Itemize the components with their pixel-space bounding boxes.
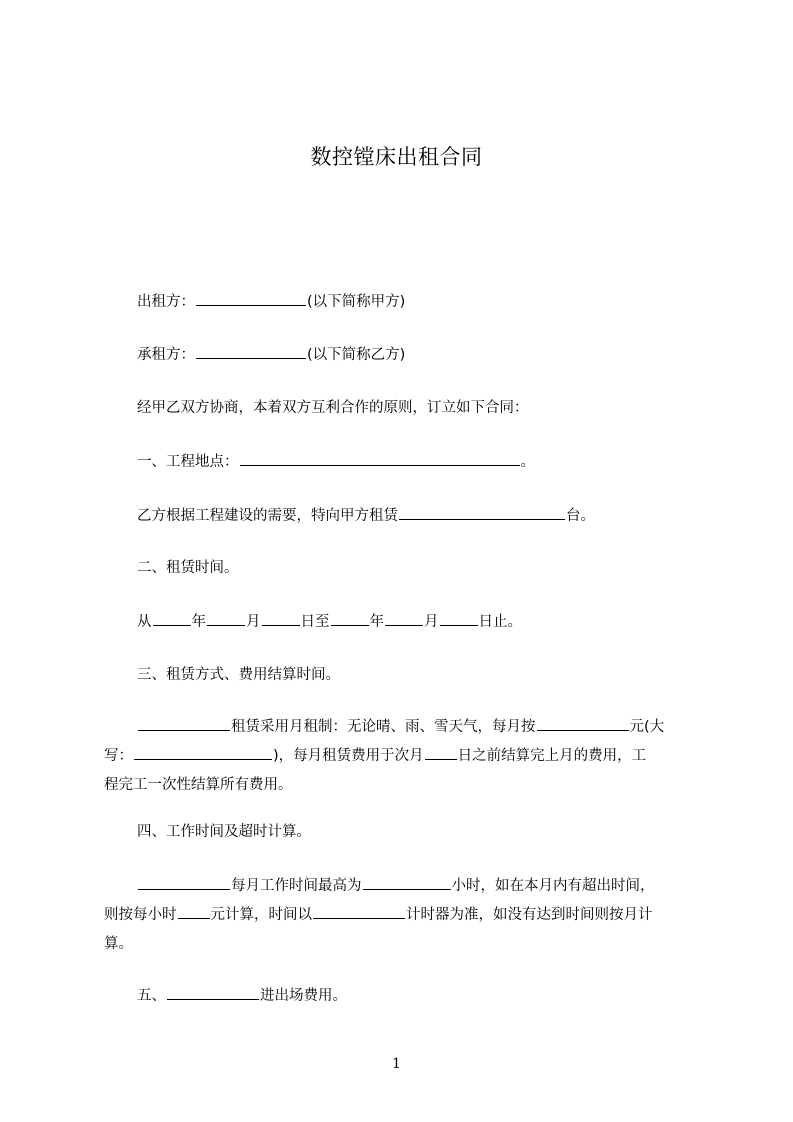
section-4-line-3: 算。 — [104, 936, 133, 952]
max-hours-blank[interactable] — [363, 875, 451, 890]
section-1-end: 。 — [520, 454, 535, 470]
contract-title: 数控镗床出租合同 — [310, 145, 483, 169]
section-1-text-a: 乙方根据工程建设的需要，特向甲方租赁 — [137, 508, 398, 524]
section-3-line-2 — [104, 742, 704, 771]
section-3-text-a: 租赁采用月租制：无论晴、雨、雪天气，每月按 — [231, 719, 536, 735]
hourly-rate-blank[interactable] — [178, 904, 210, 919]
site-blank[interactable] — [240, 451, 520, 466]
quantity-blank[interactable] — [399, 505, 565, 520]
section-4-heading: 四、工作时间及超时计算。 — [137, 824, 311, 840]
section-3-text-b: 元(大 — [629, 719, 665, 735]
section-3-heading: 三、租赁方式、费用结算时间。 — [137, 667, 340, 683]
section-1-heading: 一、工程地点： — [137, 454, 239, 470]
section-3-text-d: )，每月租赁费用于次月 — [273, 748, 424, 764]
lessor-label: 出租方： — [137, 294, 195, 310]
lessee-line — [137, 344, 405, 365]
section-4-text-a: 每月工作时间最高为 — [231, 878, 362, 894]
end-month-blank[interactable] — [385, 611, 423, 626]
lessee-suffix: (以下简称乙方) — [307, 347, 406, 363]
start-year-blank[interactable] — [153, 611, 191, 626]
day-end-label: 日止。 — [478, 614, 522, 630]
month2-label: 月 — [424, 614, 439, 630]
section-3-line-1 — [104, 713, 704, 742]
from-label: 从 — [137, 614, 152, 630]
section-3-line-3: 程完工一次性结算所有费用。 — [104, 777, 293, 793]
section-3-paragraph — [104, 713, 704, 800]
settlement-day-blank[interactable] — [425, 745, 457, 760]
section-5-prefix: 五、 — [137, 988, 166, 1004]
section-1-text — [137, 505, 595, 526]
lessor-blank[interactable] — [196, 291, 306, 306]
month-label: 月 — [246, 614, 261, 630]
end-day-blank[interactable] — [440, 611, 478, 626]
section-3-text-c: 写： — [104, 748, 133, 764]
start-month-blank[interactable] — [207, 611, 245, 626]
section-2-text — [137, 611, 522, 632]
end-year-blank[interactable] — [331, 611, 369, 626]
section-2-heading: 二、租赁时间。 — [137, 560, 239, 576]
section-3-text-e: 日之前结算完上月的费用，工 — [457, 748, 647, 764]
year2-label: 年 — [369, 614, 384, 630]
rent-method-blank[interactable] — [138, 716, 230, 731]
lessee-blank[interactable] — [196, 344, 306, 359]
day-to-label: 日至 — [300, 614, 330, 630]
lessor-line — [137, 291, 405, 312]
section-4-text-e: 计时器为准，如没有达到时间则按月计 — [406, 907, 653, 923]
section-4-line-1 — [104, 872, 704, 901]
year-label: 年 — [191, 614, 206, 630]
section-4-text-d: 元计算，时间以 — [210, 907, 312, 923]
section-4-line-2 — [104, 901, 704, 930]
preamble: 经甲乙双方协商，本着双方互利合作的原则，订立如下合同： — [137, 400, 529, 416]
start-day-blank[interactable] — [262, 611, 300, 626]
section-5-line — [137, 985, 347, 1006]
entry-exit-blank[interactable] — [167, 985, 259, 1000]
lessee-label: 承租方： — [137, 347, 195, 363]
section-4-paragraph — [104, 872, 704, 959]
section-1-line — [137, 451, 535, 472]
lessor-suffix: (以下简称甲方) — [307, 294, 406, 310]
section-4-text-b: 小时，如在本月内有超出时间， — [451, 878, 655, 894]
amount-in-words-blank[interactable] — [134, 745, 272, 760]
work-party-blank[interactable] — [138, 875, 230, 890]
timer-blank[interactable] — [313, 904, 405, 919]
section-4-text-c: 则按每小时 — [104, 907, 177, 923]
page-number: 1 — [392, 1056, 401, 1072]
section-5-suffix: 进出场费用。 — [260, 988, 347, 1004]
section-1-text-b: 台。 — [566, 508, 595, 524]
monthly-rent-blank[interactable] — [537, 716, 629, 731]
